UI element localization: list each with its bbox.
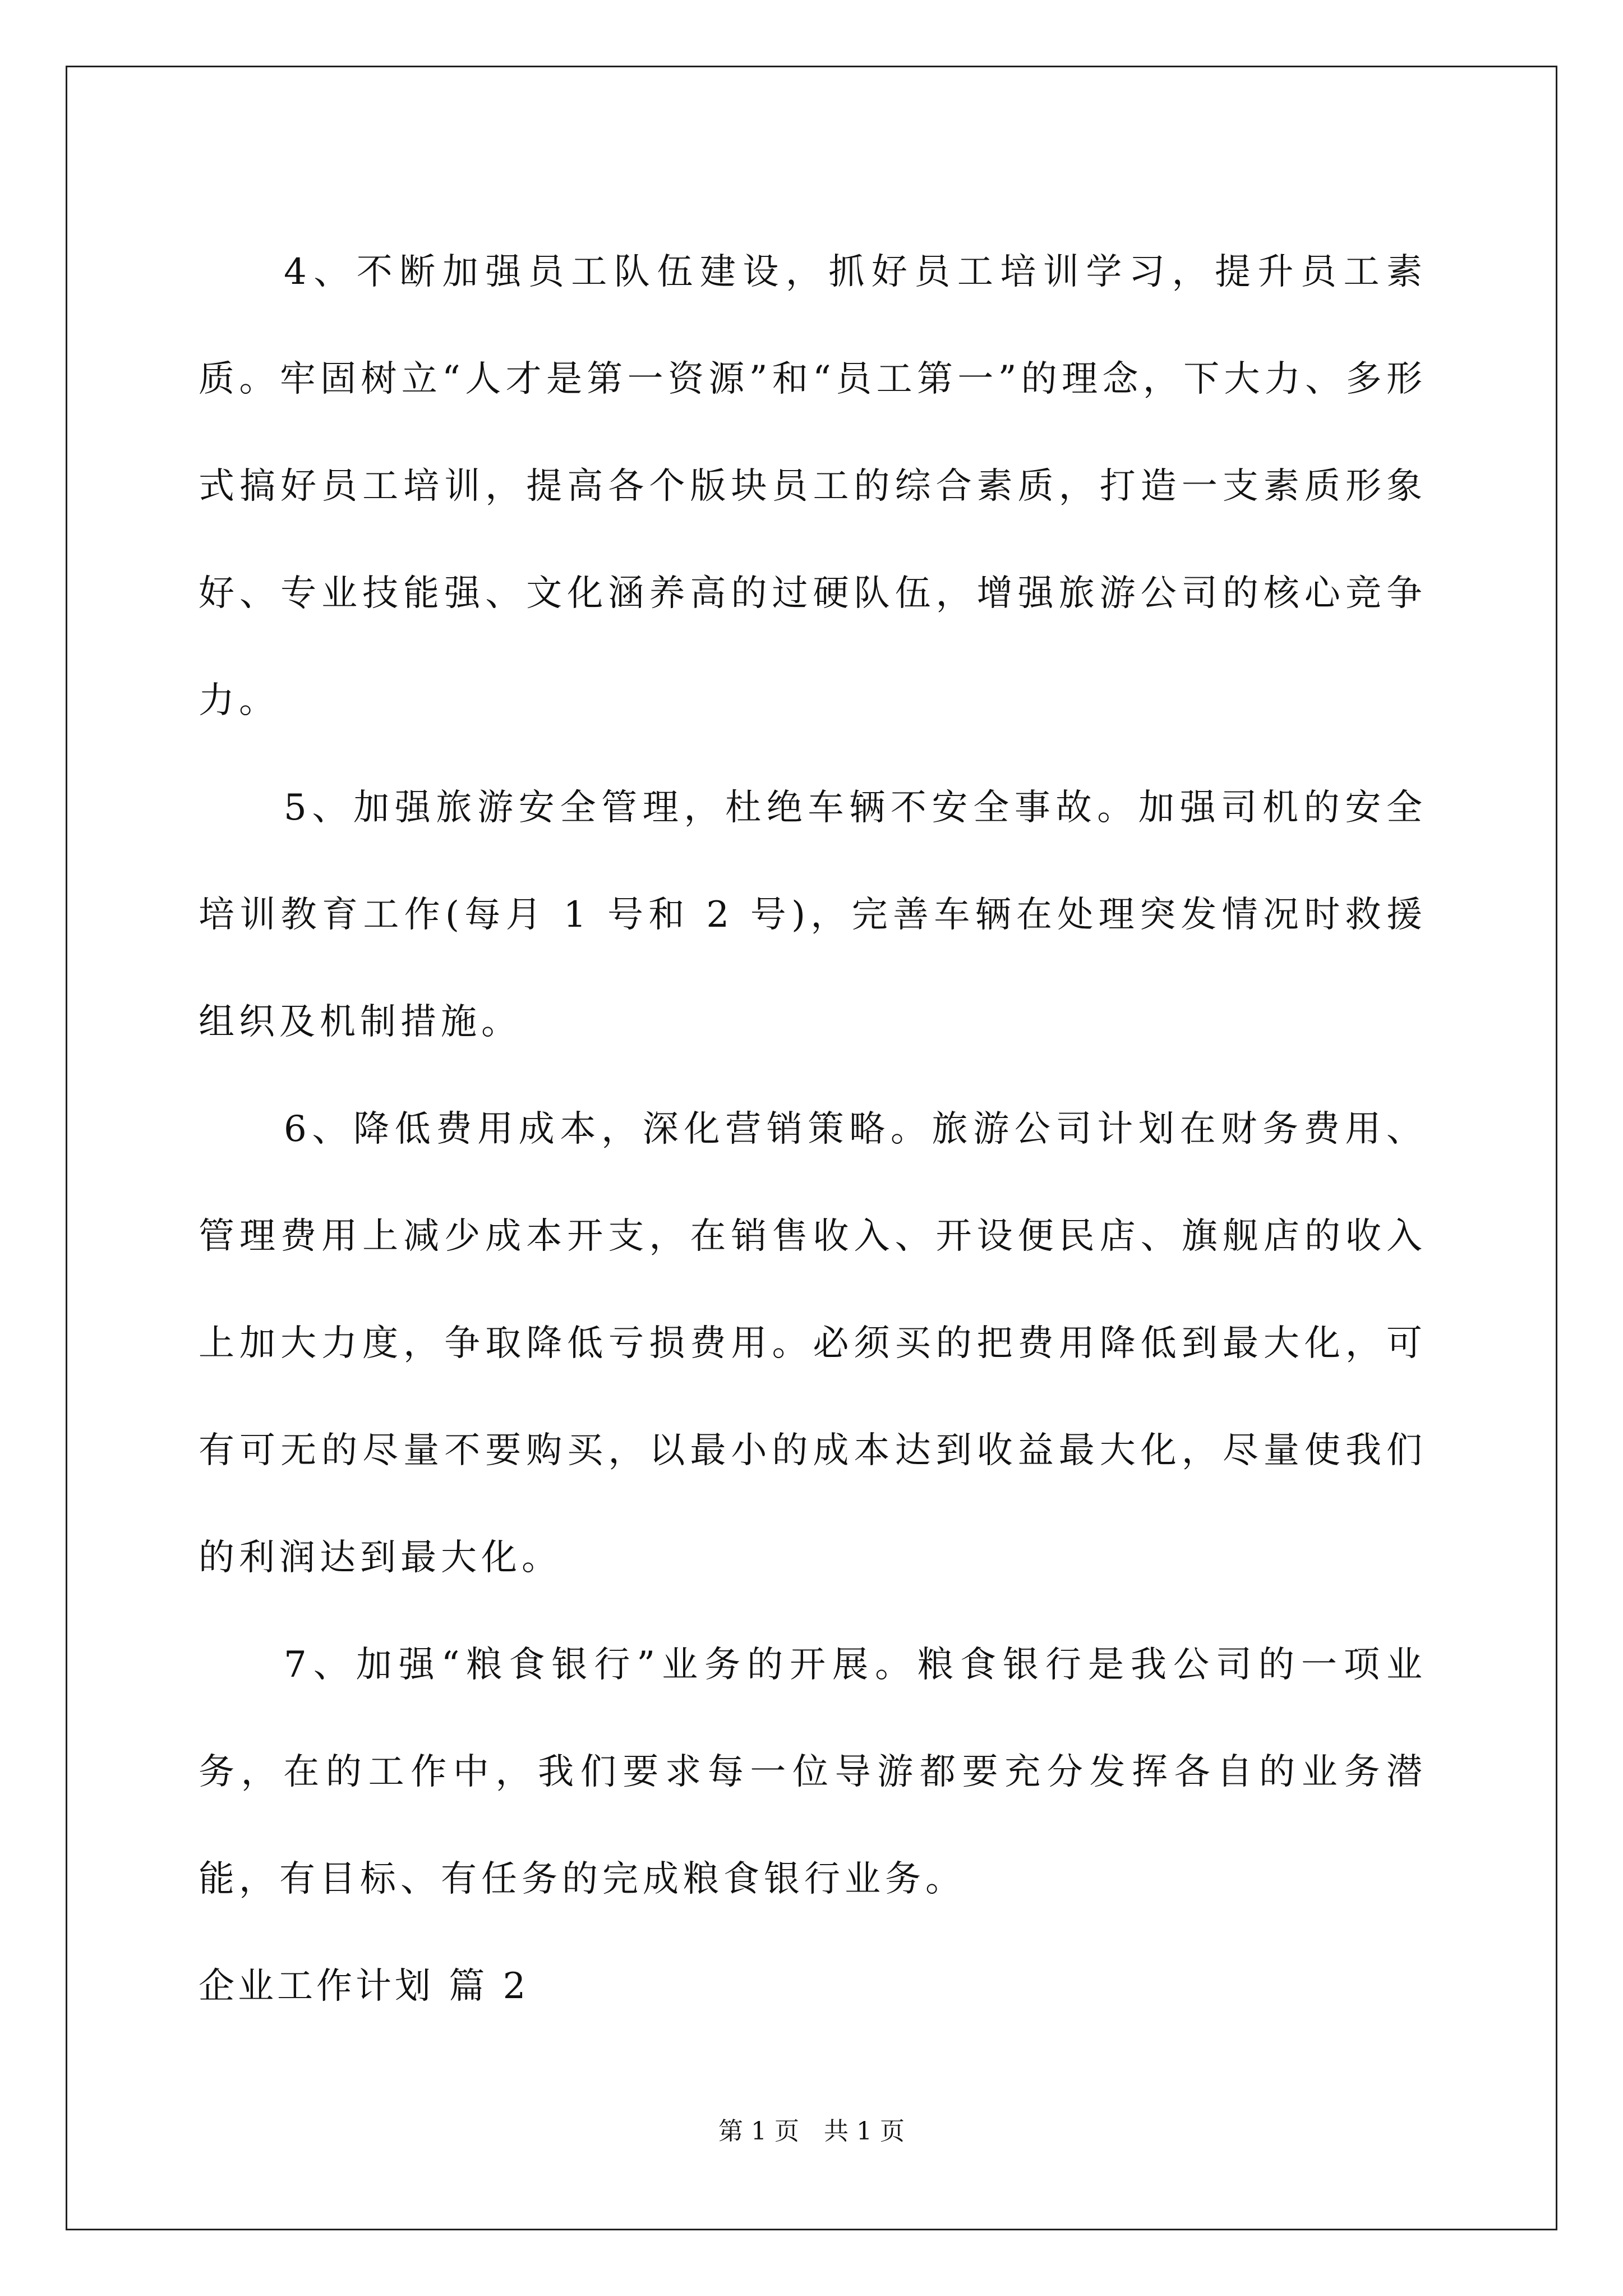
paragraph-item-5: 5、加强旅游安全管理，杜绝车辆不安全事故。加强司机的安全培训教育工作(每月 1 号和 2 号)，完善车辆在处理突发情况时救援组织及机制措施。 [199, 787, 1427, 1043]
page-footer [0, 2115, 1623, 2148]
page-number: 第 1 页 [718, 2117, 799, 2146]
paragraph-item-4: 4、不断加强员工队伍建设，抓好员工培训学习，提升员工素质。牢固树立“人才是第一资源”和“员工第一”的理念，下大力、多形式搞好员工培训，提高各个版块员工的综合素质，打造一支素质形象好、专业技能强、文化涵养高的过硬队伍，增强旅游公司的核心竞争力。 [199, 251, 1427, 721]
page-total: 共 1 页 [824, 2117, 905, 2146]
document-body [199, 219, 1427, 2040]
paragraph-item-7: 7、加强“粮食银行”业务的开展。粮食银行是我公司的一项业务，在的工作中，我们要求每一位导游都要充分发挥各自的业务潜能，有目标、有任务的完成粮食银行业务。 [199, 1644, 1427, 1900]
section-heading: 企业工作计划 篇 2 [199, 1966, 529, 2007]
paragraph-item-6: 6、降低费用成本，深化营销策略。旅游公司计划在财务费用、管理费用上减少成本开支，在销售收入、开设便民店、旗舰店的收入上加大力度，争取降低亏损费用。必须买的把费用降低到最大化，可有可无的尽量不要购买，以最小的成本达到收益最大化，尽量使我们的利润达到最大化。 [199, 1108, 1427, 1579]
